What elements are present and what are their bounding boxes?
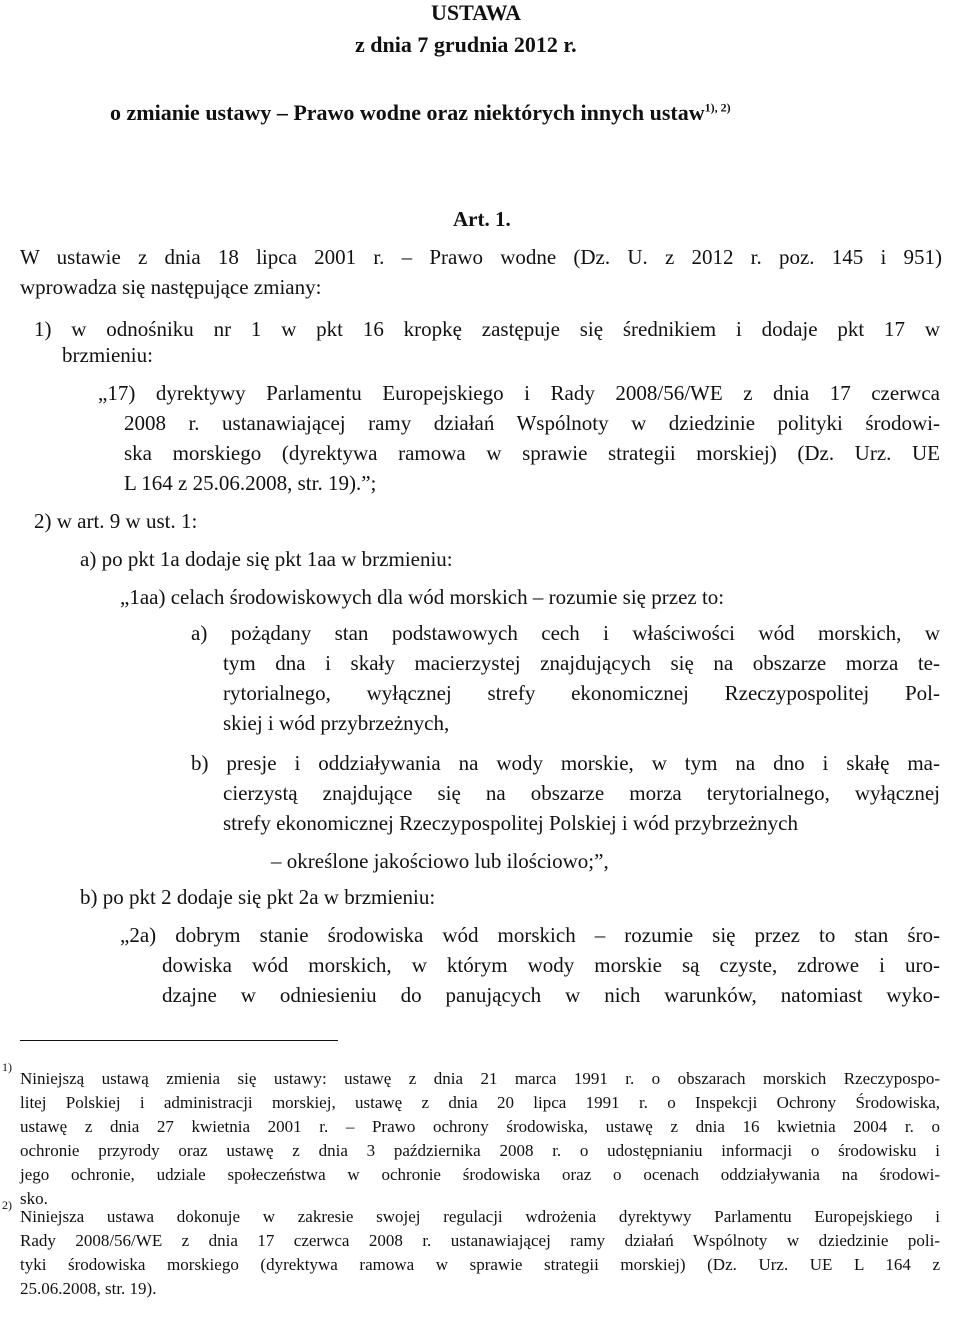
footnote-2-mark: 2) [2, 1198, 12, 1212]
footnote-1-line: sko. [20, 1189, 48, 1208]
footnote-2-line: Niniejsza ustawa dokonuje w zakresie swojej regulacji wdrożenia dyrektywy Parlamentu Europejskiego i [20, 1207, 940, 1226]
item-2a-b-line: cierzystą znajdujące się na obszarze morza terytorialnego, wyłącznej [223, 781, 940, 805]
footnote-1-line: litej Polskiej i administracji morskiej, ustawę z dnia 20 lipca 1991 r. o Inspekcji Ochrony Środowiska, [20, 1093, 940, 1112]
item-2b-quote-line: dowiska wód morskich, w którym wody morskie są czyste, zdrowe i uro- [162, 953, 940, 977]
footnote-1-line: ustawę z dnia 27 kwietnia 2001 r. – Prawo ochrony środowiska, ustawę z dnia 16 kwietnia 2004 r. o [20, 1117, 940, 1136]
act-subject [110, 100, 731, 126]
item-2a-tail-line: – określone jakościowo lub ilościowo;”, [271, 849, 609, 873]
item-1-line: brzmieniu: [62, 343, 153, 367]
footnote-2-line: tyki środowiska morskiego (dyrektywa ramowa w sprawie strategii morskiej) (Dz. Urz. UE L 164 z [20, 1255, 940, 1274]
item-2a-a-line: tym dna i skały macierzystej znajdujących się na obszarze morza te- [223, 651, 940, 675]
item-2b-quote-line: „2a) dobrym stanie środowiska wód morskich – rozumie się przez to stan śro- [120, 923, 940, 947]
footnote-2-line: Rady 2008/56/WE z dnia 17 czerwca 2008 r. ustanawiającej ramy działań Wspólnoty w dziedzinie poli- [20, 1231, 940, 1250]
item-2a-a-line: rytorialnego, wyłącznej strefy ekonomicznej Rzeczypospolitej Pol- [223, 681, 940, 705]
item-2-line: 2) w art. 9 w ust. 1: [34, 509, 198, 533]
act-subject-footnote-refs: 1), 2) [704, 100, 731, 115]
item-2b-line: b) po pkt 2 dodaje się pkt 2a w brzmieniu: [80, 885, 436, 909]
article-heading: Art. 1. [453, 207, 511, 231]
footnote-separator [20, 1040, 338, 1041]
article-intro-line: W ustawie z dnia 18 lipca 2001 r. – Prawo wodne (Dz. U. z 2012 r. poz. 145 i 951) [20, 245, 942, 269]
item-1-quote-line: ska morskiego (dyrektywa ramowa w sprawie strategii morskiej) (Dz. Urz. UE [124, 441, 940, 465]
item-2a-b-line: strefy ekonomicznej Rzeczypospolitej Polskiej i wód przybrzeżnych [223, 811, 798, 835]
item-1-quote-line: L 164 z 25.06.2008, str. 19).”; [124, 471, 377, 495]
footnote-1-mark: 1) [2, 1060, 12, 1074]
item-2a-a-line: skiej i wód przybrzeżnych, [223, 711, 450, 735]
item-2a-quote-line: „1aa) celach środowiskowych dla wód morskich – rozumie się przez to: [120, 585, 725, 609]
item-2a-line: a) po pkt 1a dodaje się pkt 1aa w brzmieniu: [80, 547, 453, 571]
footnote-1-line: ochronie przyrody oraz ustawę z dnia 3 października 2008 r. o udostępnianiu informacji o środowisku i [20, 1141, 940, 1160]
item-2a-a-line: a) pożądany stan podstawowych cech i właściwości wód morskich, w [191, 621, 940, 645]
item-2a-b-line: b) presje i oddziaływania na wody morskie, w tym na dno i skałę ma- [191, 751, 940, 775]
footnote-2-line: 25.06.2008, str. 19). [20, 1279, 157, 1298]
article-intro-line: wprowadza się następujące zmiany: [20, 275, 322, 299]
act-title: USTAWA [431, 0, 522, 25]
item-2b-quote-line: dzajne w odniesieniu do panujących w nich warunków, natomiast wyko- [162, 983, 940, 1007]
item-1-line: 1) w odnośniku nr 1 w pkt 16 kropkę zastępuje się średnikiem i dodaje pkt 17 w [34, 317, 940, 341]
item-1-quote-line: 2008 r. ustanawiającej ramy działań Wspólnoty w dziedzinie polityki środowi- [124, 411, 940, 435]
footnote-1-line: Niniejszą ustawą zmienia się ustawy: ustawę z dnia 21 marca 1991 r. o obszarach morskich Rzeczypospo- [20, 1069, 940, 1088]
act-subject-text: o zmianie ustawy – Prawo wodne oraz niektórych innych ustaw [110, 100, 705, 125]
act-date: z dnia 7 grudnia 2012 r. [355, 32, 577, 57]
footnote-1-line: jego ochronie, udziale społeczeństwa w ochronie środowiska oraz o ocenach oddziaływania na środowi- [20, 1165, 940, 1184]
item-1-quote-line: „17) dyrektywy Parlamentu Europejskiego i Rady 2008/56/WE z dnia 17 czerwca [98, 381, 940, 405]
